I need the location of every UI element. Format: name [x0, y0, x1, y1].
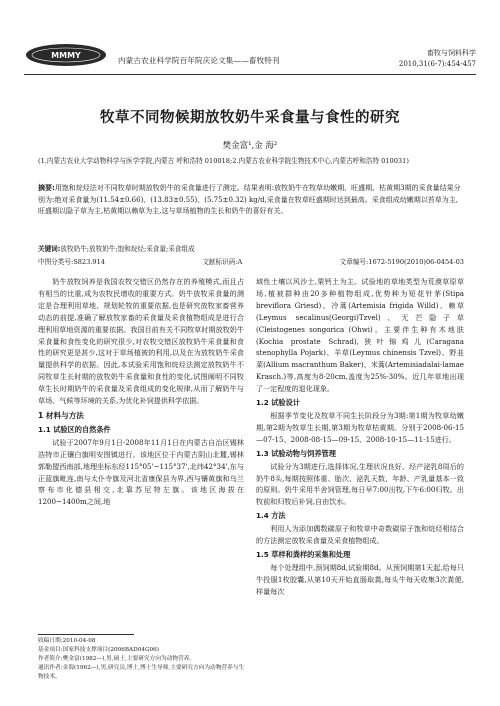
subsection-heading-animals: 1.3 试验动物与饲养管理	[256, 448, 336, 458]
design-paragraph: 根据季节变化及牧草不同生长阶段分为3期:第1期为牧草幼嫩期,第2期为牧草生长期,第3期为牧草枯黄期。分别于2008-06-15—07-15、2008-08-15—09-15、2008-10-15—11-15进行。	[256, 410, 464, 444]
abstract-label: 摘要:	[38, 184, 55, 192]
document-code: 文献标识码:A	[202, 258, 243, 266]
journal-name: 畜牧与饲料科学	[427, 49, 476, 57]
footnotes	[38, 637, 246, 682]
affiliation: (1.内蒙古农业大学动物科学与医学学院,内蒙古 呼和浩特 010018;2.内蒙古农业科学院生物技术中心,内蒙古呼和浩特 010031)	[38, 157, 409, 165]
method-paragraph: 利用人为添加偶数碳原子和牧草中奇数碳原子饱和烷烃相结合的方法测定放牧采食量及采食植物组成。	[256, 524, 464, 546]
subsection-heading-method: 1.4 方法	[256, 511, 286, 521]
keywords-text: 放牧奶牛;放牧奶牛;饱和烷烃;采食量;采食组成	[60, 245, 195, 253]
footnote-corresponding: 通讯作者:金海(1962—),男,研究员,博士,博士生导师,主要研究方向为动物营养与生物技术。	[38, 665, 245, 680]
article-title: 牧草不同物候期放牧奶牛采食量与食性的研究	[100, 109, 400, 126]
abstract	[38, 183, 464, 218]
clc-number: 中图分类号:S823.914	[38, 258, 105, 266]
page-header	[0, 0, 500, 96]
section-heading-materials: 1 材料与方法	[38, 410, 84, 420]
keywords	[38, 243, 464, 253]
article-id: 文章编号:1672-5190(2010)06-0454-03	[339, 258, 464, 266]
intro-paragraph: 奶牛放牧饲养是我国农牧交错区仍然存在的养殖模式,而且占有相当的比重,成为农牧民增收的重要方式。奶牛放牧采食量的测定是合理利用草地、规划轮牧的重要依据,也是研究放牧家畜营养动态的前提,准确了解放牧家畜的采食量及采食植物组成是进行合理利用草地资源的重要依据。我国目前有关不同牧草时期放牧奶牛采食量和食性变化的研究很少,对农牧交错区放牧奶牛采食量和食性的研究更是甚少,这对于草场植被的利用,以及在为放牧奶牛采食量提供科学的依据。因此,本试验采用饱和烷烃法测定放牧奶牛不同牧草生长时期的放牧奶牛采食量和食性的变化,试图阐明不同牧草生长时期奶牛的采食量及采食组成的变化规律,从而了解奶牛与草场、气候等环境的关系,为优化补饲提供科学依据。	[38, 277, 244, 406]
subsection-heading-samples: 1.5 草样和粪样的采集和处理	[256, 549, 351, 559]
subsection-heading-design: 1.2 试验设计	[256, 398, 300, 408]
svg-text:MMMY: MMMY	[51, 51, 81, 60]
classification-line	[38, 256, 464, 266]
header-divider	[24, 74, 476, 75]
body-column-left	[38, 276, 244, 508]
footnote-received: 收稿日期:2010-04-08	[38, 638, 96, 644]
abstract-text: 用饱和烷烃法对不同牧草时期放牧奶牛的采食量进行了测定。结果表明:放牧奶牛在牧草幼嫩期、旺盛期、枯黄期3期的采食量结果分别为:绝对采食量为(11.54±0.66)、(13.83±0.55)、(5.75±0.32) kg/d,采食量在牧草旺盛期时达到最高。采食组成幼嫩期以苔草为主,旺盛期以隐子草为主,枯黄期以赖草为主,这与草场植物的生长和奶牛的喜好有关。	[38, 184, 461, 215]
subsection-heading-site: 1.1 试验区的自然条件	[38, 424, 111, 434]
footnote-divider	[38, 634, 134, 635]
journal-volume: 2010,31(6-7):454-457	[398, 60, 476, 68]
site-paragraph: 试验于2007年9月1日-2008年11月1日在内蒙古自治区锡林浩特市正镶白旗明安图镇进行。该地区位于内蒙古阴山北麓,锡林郭勒盟西南部,地理坐标东经115°05'~115°37',北纬42°34',东与正蓝旗毗连,南与太仆寺旗及河北省康保县为界,西与镶黄旗和乌兰察布市化德县相交,北靠苏尼特左旗。该地区海拔在1200~1400m之间,地	[38, 437, 244, 507]
footnote-author: 作者简介:樊金富(1982—),男,硕士,主要研究方向为动物营养。	[38, 656, 196, 662]
journal-logo	[24, 42, 108, 68]
author-list: 樊金富¹,金 海²	[222, 141, 278, 151]
samples-paragraph: 每个处理组中,预饲期8d,试验期8d。从预饲期第1天起,给每只牛投服1枚胶囊,从第10天开始直肠取粪,每头牛每天收集3次粪便,样量每次	[256, 562, 464, 596]
animals-paragraph: 试验分为3期进行,选择体况,生理状况良好、经产泌乳8周后的奶牛8头,每期按照体重、胎次、泌乳天数、年龄、产乳量基本一致的原则。奶牛采用半舍饲管理,每日早7:00出牧,下午6:00归牧。出牧前和归牧后补饲,自由饮水。	[256, 461, 464, 507]
running-title: 内蒙古农业科学院百年院庆论文集——畜牧特刊	[118, 56, 280, 65]
keywords-label: 关键词:	[38, 245, 61, 253]
site-continued-paragraph: 域性土壤以风沙土,栗钙土为主。试验地的草地类型为荒漠草原草场,植被群种由20多种植物组成,优势种为短花针茅(Stipa breviflora Griesd)、冷蒿(Artemisia frigida Willd)、赖草(Leymus secalinus(Georgi)Tzvel)、无芒隐子草(Cleistogenes songorica (Ohwi)。主要伴生种有木地肤(Kochia prostate Schrad),狭叶锦鸡儿(Caragana stenophylla Pojark)、羊草(Leymus chinensis Tzvel)、野韭菜(Allium macranthum Baker)、米蒿(Artemisiadalai-lamae Krasch.)等,高度为8-20cm,盖度为25%-30%。近几年草地出现了一定程度的退化现象。	[256, 277, 464, 394]
body-column-right	[256, 276, 464, 598]
footnote-fund: 基金项目:国家科技支撑项目(2006BAD04G06)	[38, 647, 159, 653]
